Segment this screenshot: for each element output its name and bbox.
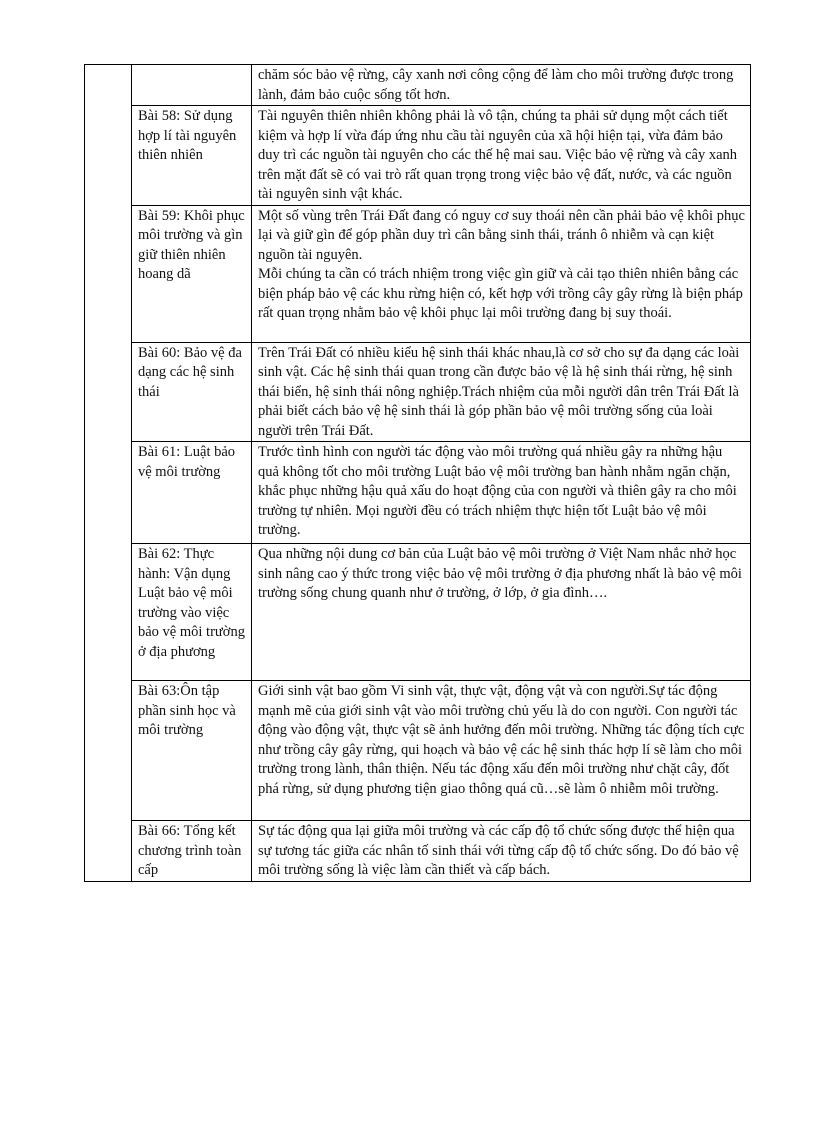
table-cell-lesson: Bài 63:Ôn tập phần sinh học và môi trường bbox=[132, 681, 252, 821]
table-row bbox=[85, 681, 751, 821]
content-paragraph: Mỗi chúng ta cần có trách nhiệm trong việc gìn giữ và cải tạo thiên nhiên bằng các biện pháp bảo vệ các khu rừng hiện có, kết hợp với trồng cây gây rừng là biện pháp rất quan trọng nhằm bảo vệ khôi phục lại môi trường đang bị suy thoái. bbox=[258, 266, 743, 321]
table-cell-content bbox=[252, 205, 751, 342]
table-cell-content: Giới sinh vật bao gồm Vi sinh vật, thực vật, động vật và con người.Sự tác động mạnh mẽ của giới sinh vật vào môi trường chủ yếu là do con người. Con người tác động vào động vật, thực vật sẽ ảnh hưởng đến môi trường. Những tác động tích cực như trồng cây gây rừng, qui hoạch và bảo vệ các hệ sinh thác hợp lí sẽ làm cho môi trường trong lành, thân thiện. Nếu tác động xấu đến môi trường như chặt cây, đốt phá rừng, sử dụng phương tiện giao thông quá cũ…sẽ làm ô nhiễm môi trường. bbox=[252, 681, 751, 821]
table-cell-content: Trên Trái Đất có nhiều kiểu hệ sinh thái khác nhau,là cơ sở cho sự đa dạng các loài sinh vật. Các hệ sinh thái quan trong cần được bảo vệ là hệ sinh thái rừng, hệ sinh thái biển, hệ sinh thái nông nghiệp.Trách nhiệm của mỗi người dân trên Trái Đất là phải biết cách bảo vệ hệ sinh thái là góp phần bảo vệ môi trường sống của loài người trên Trái Đất. bbox=[252, 342, 751, 442]
table-row bbox=[85, 442, 751, 544]
table-cell-content: Tài nguyên thiên nhiên không phải là vô tận, chúng ta phải sử dụng một cách tiết kiệm và hợp lí vừa đáp ứng nhu cầu tài nguyên của xã hội hiện tại, vừa đảm bảo duy trì các nguồn tài nguyên cho các thế hệ mai sau. Việc bảo vệ rừng và cây xanh trên mặt đất sẽ có vai trò rất quan trọng trong việc bảo vệ đất, nước, và các nguồn tài nguyên sinh vật khác. bbox=[252, 106, 751, 206]
table-cell-content: Sự tác động qua lại giữa môi trường và các cấp độ tổ chức sống được thể hiện qua sự tương tác giữa các nhân tố sinh thái với từng cấp độ tổ chức sống. Do đó bảo vệ môi trường sống là việc làm cần thiết và cấp bách. bbox=[252, 821, 751, 882]
table-row bbox=[85, 65, 751, 106]
table-row bbox=[85, 342, 751, 442]
table-row bbox=[85, 106, 751, 206]
table-cell-lesson: Bài 60: Bảo vệ đa dạng các hệ sinh thái bbox=[132, 342, 252, 442]
table-cell-content: Trước tình hình con người tác động vào môi trường quá nhiều gây ra những hậu quả không tốt cho môi trường Luật bảo vệ môi trường ban hành nhằm ngăn chặn, khắc phục những hậu quả xấu do hoạt động của con người và thiên gây ra cho môi trường tự nhiên. Mọi người đều có trách nhiệm thực hiện tốt Luật bảo vệ môi trường. bbox=[252, 442, 751, 544]
table-cell-lesson: Bài 66: Tổng kết chương trình toàn cấp bbox=[132, 821, 252, 882]
table-cell-lesson: Bài 58: Sử dụng hợp lí tài nguyên thiên nhiên bbox=[132, 106, 252, 206]
table-cell-lesson: Bài 62: Thực hành: Vận dụng Luật bảo vệ môi trường vào việc bảo vệ môi trường ở địa phương bbox=[132, 544, 252, 681]
table-row bbox=[85, 544, 751, 681]
table-cell-lesson: Bài 59: Khôi phục môi trường và gìn giữ thiên nhiên hoang dã bbox=[132, 205, 252, 342]
content-paragraph: Một số vùng trên Trái Đất đang có nguy cơ suy thoái nên cần phải bảo vệ khôi phục lại và giữ gìn để góp phần duy trì cân bằng sinh thái, tránh ô nhiễm và cạn kiệt nguồn tài nguyên. bbox=[258, 207, 745, 263]
table-cell-content: Qua những nội dung cơ bản của Luật bảo vệ môi trường ở Việt Nam nhắc nhở học sinh nâng cao ý thức trong việc bảo vệ môi trường ở địa phương nhất là bảo vệ môi trường sống chung quanh như ở trường, ở lớp, ở gia đình…. bbox=[252, 544, 751, 681]
table-row bbox=[85, 205, 751, 342]
table-row bbox=[85, 821, 751, 882]
table-cell-content: chăm sóc bảo vệ rừng, cây xanh nơi công cộng để làm cho môi trường được trong lành, đảm bảo cuộc sống tốt hơn. bbox=[252, 65, 751, 106]
table-cell-blank bbox=[132, 65, 252, 106]
table-cell-blank bbox=[85, 65, 132, 882]
lesson-summary-table bbox=[84, 64, 751, 882]
table-cell-lesson: Bài 61: Luật bảo vệ môi trường bbox=[132, 442, 252, 544]
